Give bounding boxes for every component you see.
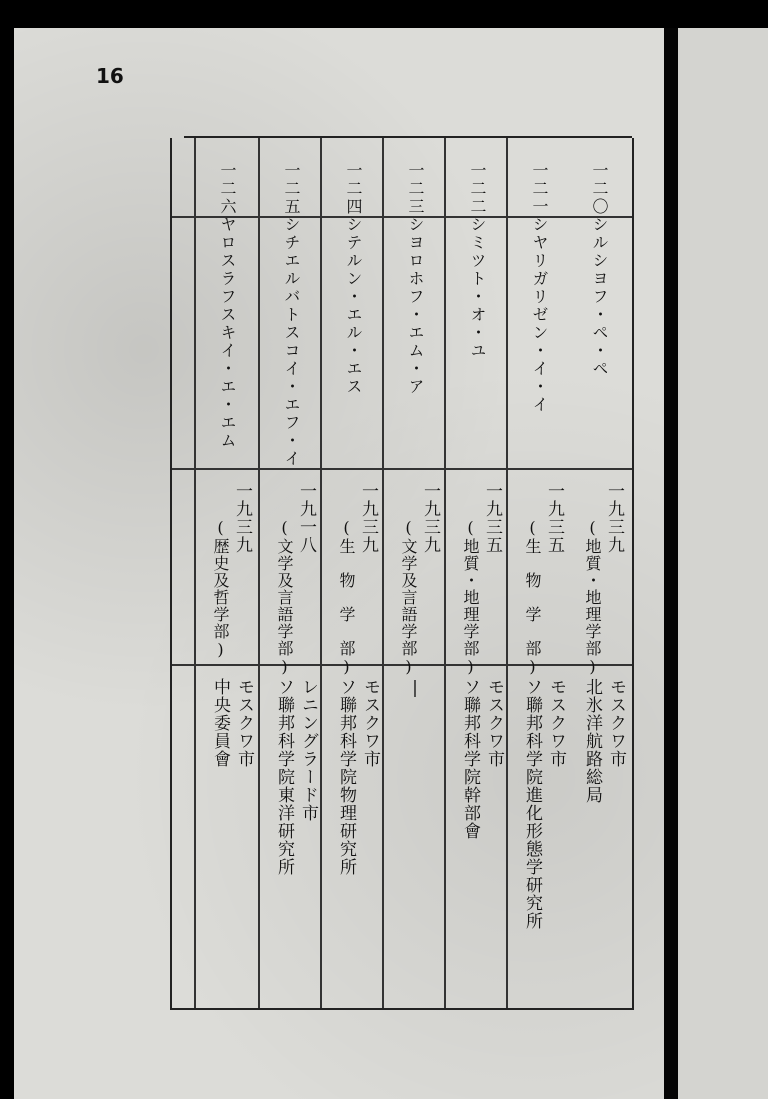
- department: (地質・地理学部): [461, 518, 480, 677]
- election-year: 一九三五: [544, 482, 564, 554]
- table-row: [320, 138, 384, 1008]
- institution: ソ聯邦科学院東洋研究所: [274, 678, 294, 876]
- city: モスクワ市: [484, 678, 504, 768]
- table-row: [382, 138, 446, 1008]
- election-year: 一九一八: [296, 482, 316, 554]
- department: (地質・地理学部): [583, 518, 602, 677]
- table-row: [506, 138, 570, 1008]
- member-name: 一二二シミツト・オ・ユ: [468, 162, 487, 360]
- facing-page: [678, 28, 768, 1099]
- institution: 北氷洋航路総局: [582, 678, 602, 804]
- page-gutter: [664, 28, 678, 1099]
- institution: |: [405, 678, 425, 699]
- page-number: 16: [96, 64, 124, 88]
- table-row: [444, 138, 508, 1008]
- table-row: [568, 138, 630, 1008]
- institution: 中央委員會: [210, 678, 230, 768]
- department: (生 物 学 部): [523, 518, 542, 677]
- institution: ソ聯邦科学院幹部會: [460, 678, 480, 840]
- institution: ソ聯邦科学院物理研究所: [336, 678, 356, 876]
- member-name: 一二六ヤロスラフスキイ・エ・エム: [218, 162, 237, 450]
- table-row: [258, 138, 322, 1008]
- member-name: 一二一シヤリガリゼン・イ・イ: [530, 162, 549, 414]
- member-name: 一二四シテルン・エル・エス: [344, 162, 363, 396]
- member-name: 一二〇シルシヨフ・ペ・ペ: [590, 162, 609, 378]
- city: モスクワ市: [234, 678, 254, 768]
- table-row: [194, 138, 258, 1008]
- election-year: 一九三九: [420, 482, 440, 554]
- election-year: 一九三九: [358, 482, 378, 554]
- member-name: 一二五シチエルバトスコイ・エフ・イ: [282, 162, 301, 468]
- city: モスクワ市: [546, 678, 566, 768]
- institution: ソ聯邦科学院進化形態学研究所: [522, 678, 542, 930]
- department: (生 物 学 部): [337, 518, 356, 677]
- city: モスクワ市: [360, 678, 380, 768]
- election-year: 一九三九: [232, 482, 252, 554]
- department: (文学及言語学部): [275, 518, 294, 677]
- election-year: 一九三五: [482, 482, 502, 554]
- academician-table: [170, 138, 634, 1010]
- department: (歴史及哲学部): [211, 518, 230, 660]
- member-name: 一二三シヨロホフ・エム・ア: [406, 162, 425, 396]
- city: モスクワ市: [606, 678, 626, 768]
- city: レニングラード市: [298, 678, 318, 822]
- election-year: 一九三九: [604, 482, 624, 554]
- department: (文学及言語学部): [399, 518, 418, 677]
